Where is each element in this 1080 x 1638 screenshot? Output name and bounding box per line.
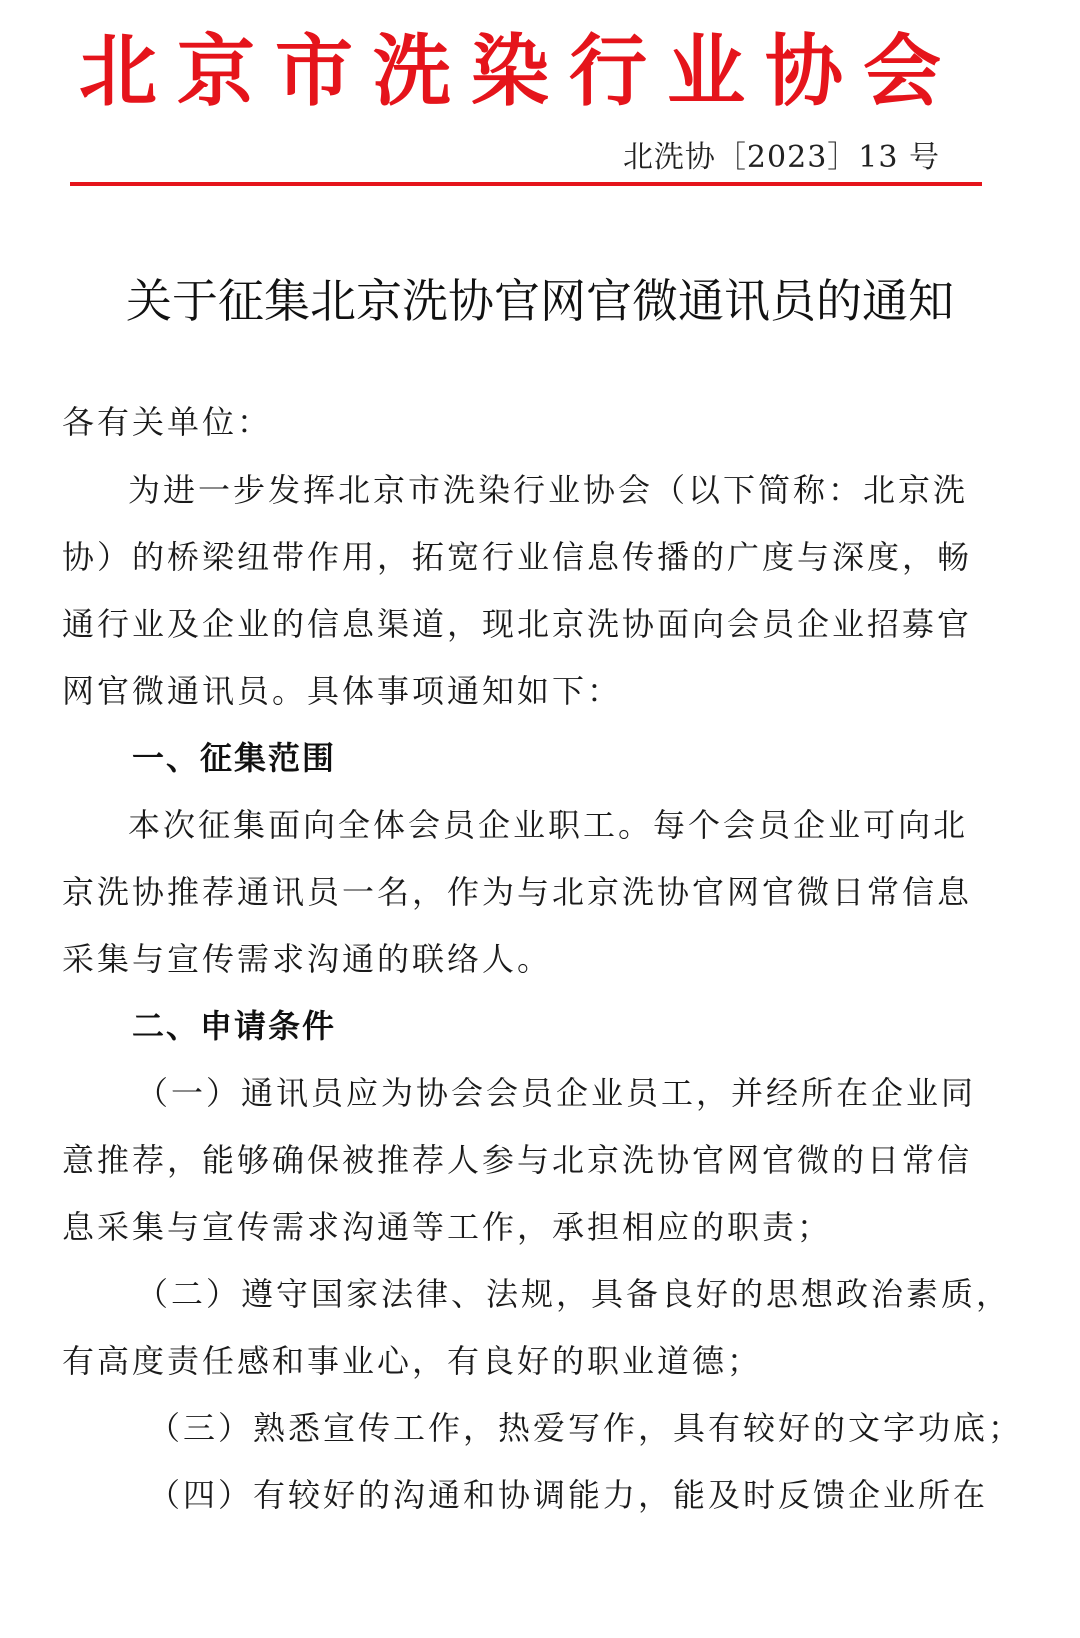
item2-line: （二）遵守国家法律、法规，具备良好的思想政治素质，: [136, 1275, 1012, 1313]
notice-title: 关于征集北京洗协官网官微通讯员的通知: [126, 274, 954, 328]
section-heading: 一、征集范围: [132, 739, 337, 777]
item1-line: 意推荐，能够确保被推荐人参与北京洗协官网官微的日常信: [62, 1141, 973, 1179]
item4-line: （四）有较好的沟通和协调能力，能及时反馈企业所在: [148, 1476, 989, 1514]
intro-line: 网官微通讯员。具体事项通知如下：: [62, 672, 623, 710]
intro-line: 协）的桥梁纽带作用，拓宽行业信息传播的广度与深度，畅: [62, 538, 973, 576]
item2-line: 有高度责任感和事业心，有良好的职业道德；: [62, 1342, 763, 1380]
section1-line: 采集与宣传需求沟通的联络人。: [62, 940, 553, 978]
intro-line: 为进一步发挥北京市洗染行业协会（以下简称：北京洗: [128, 471, 969, 509]
salutation: 各有关单位：: [62, 403, 273, 441]
section1-line: 京洗协推荐通讯员一名，作为与北京洗协官网官微日常信息: [62, 873, 973, 911]
document-number: 北洗协［2023］13 号: [622, 140, 940, 175]
item1-line: （一）通讯员应为协会会员企业员工，并经所在企业同: [136, 1074, 977, 1112]
section1-line: 本次征集面向全体会员企业职工。每个会员企业可向北: [128, 806, 969, 844]
section-heading: 二、申请条件: [132, 1007, 337, 1045]
item3-line: （三）熟悉宣传工作，热爱写作，具有较好的文字功底；: [148, 1409, 1024, 1447]
item1-line: 息采集与宣传需求沟通等工作，承担相应的职责；: [62, 1208, 833, 1246]
intro-line: 通行业及企业的信息渠道，现北京洗协面向会员企业招募官: [62, 605, 973, 643]
org-name-masthead: 北京市洗染行业协会: [78, 27, 961, 117]
red-divider-line: [70, 182, 982, 186]
